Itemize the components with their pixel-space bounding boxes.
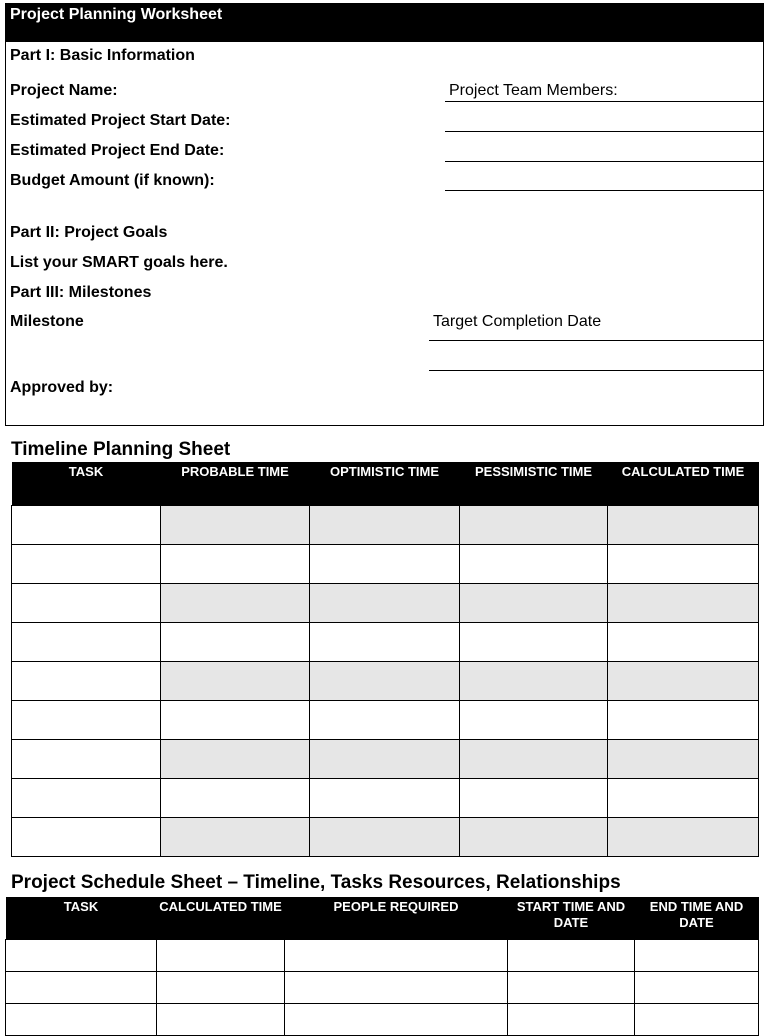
column-header: START TIME AND DATE xyxy=(508,897,635,939)
milestone-line[interactable] xyxy=(429,370,763,371)
column-header: CALCULATED TIME xyxy=(608,462,759,505)
table-cell[interactable] xyxy=(157,971,285,1003)
timeline-title: Timeline Planning Sheet xyxy=(11,439,231,460)
table-cell[interactable] xyxy=(310,622,460,661)
table-cell[interactable] xyxy=(608,817,759,856)
team-members-label: Project Team Members: xyxy=(449,82,618,99)
table-cell[interactable] xyxy=(460,739,608,778)
part-3-heading: Part III: Milestones xyxy=(10,284,152,301)
table-cell[interactable] xyxy=(12,505,161,544)
table-cell[interactable] xyxy=(608,505,759,544)
table-row xyxy=(12,817,759,856)
table-cell[interactable] xyxy=(460,544,608,583)
table-row xyxy=(12,544,759,583)
table-row xyxy=(12,700,759,739)
target-completion-label: Target Completion Date xyxy=(433,313,602,330)
table-row xyxy=(12,583,759,622)
budget-label: Budget Amount (if known): xyxy=(10,172,215,189)
table-cell[interactable] xyxy=(161,817,310,856)
approved-by-label: Approved by: xyxy=(10,379,114,396)
table-cell[interactable] xyxy=(161,544,310,583)
team-member-line[interactable] xyxy=(445,161,763,162)
worksheet-title: Project Planning Worksheet xyxy=(6,4,763,42)
schedule-table xyxy=(5,897,759,1036)
table-cell[interactable] xyxy=(608,583,759,622)
column-header: CALCULATED TIME xyxy=(157,897,285,939)
table-cell[interactable] xyxy=(460,700,608,739)
border-gap xyxy=(762,42,763,74)
table-cell[interactable] xyxy=(12,622,161,661)
table-cell[interactable] xyxy=(285,971,508,1003)
milestone-label: Milestone xyxy=(10,313,84,330)
table-cell[interactable] xyxy=(608,700,759,739)
timeline-table xyxy=(11,462,759,857)
end-date-label: Estimated Project End Date: xyxy=(10,142,225,159)
table-cell[interactable] xyxy=(608,622,759,661)
table-cell[interactable] xyxy=(310,583,460,622)
table-cell[interactable] xyxy=(608,661,759,700)
column-header: PESSIMISTIC TIME xyxy=(460,462,608,505)
table-cell[interactable] xyxy=(608,778,759,817)
table-cell[interactable] xyxy=(460,583,608,622)
table-cell[interactable] xyxy=(161,661,310,700)
table-cell[interactable] xyxy=(161,622,310,661)
table-cell[interactable] xyxy=(310,700,460,739)
schedule-header-row xyxy=(6,897,759,939)
milestone-line[interactable] xyxy=(429,340,763,341)
column-header: OPTIMISTIC TIME xyxy=(310,462,460,505)
table-cell[interactable] xyxy=(12,739,161,778)
part-2-heading: Part II: Project Goals xyxy=(10,224,168,241)
table-cell[interactable] xyxy=(285,939,508,971)
team-member-line[interactable] xyxy=(445,131,763,132)
project-name-label: Project Name: xyxy=(10,82,118,99)
table-row xyxy=(12,505,759,544)
table-row xyxy=(12,778,759,817)
table-row xyxy=(12,661,759,700)
schedule-title: Project Schedule Sheet – Timeline, Tasks Resources, Relationships xyxy=(11,872,621,893)
table-cell[interactable] xyxy=(508,1003,635,1035)
table-cell[interactable] xyxy=(157,939,285,971)
table-row xyxy=(6,971,759,1003)
table-cell[interactable] xyxy=(635,971,759,1003)
table-cell[interactable] xyxy=(12,700,161,739)
table-cell[interactable] xyxy=(310,661,460,700)
table-cell[interactable] xyxy=(635,939,759,971)
table-cell[interactable] xyxy=(161,778,310,817)
table-row xyxy=(12,622,759,661)
table-row xyxy=(6,939,759,971)
table-cell[interactable] xyxy=(12,778,161,817)
start-date-label: Estimated Project Start Date: xyxy=(10,112,231,129)
timeline-header-row xyxy=(12,462,759,505)
table-cell[interactable] xyxy=(6,971,157,1003)
table-cell[interactable] xyxy=(6,939,157,971)
table-cell[interactable] xyxy=(310,817,460,856)
table-cell[interactable] xyxy=(12,544,161,583)
table-cell[interactable] xyxy=(285,1003,508,1035)
team-member-line[interactable] xyxy=(445,101,763,102)
table-cell[interactable] xyxy=(161,583,310,622)
column-header: TASK xyxy=(6,897,157,939)
table-cell[interactable] xyxy=(12,817,161,856)
project-planning-worksheet xyxy=(5,3,764,426)
table-cell[interactable] xyxy=(635,1003,759,1035)
table-cell[interactable] xyxy=(310,544,460,583)
column-header: END TIME AND DATE xyxy=(635,897,759,939)
table-row xyxy=(6,1003,759,1035)
table-cell[interactable] xyxy=(161,505,310,544)
table-row xyxy=(12,739,759,778)
table-cell[interactable] xyxy=(310,739,460,778)
column-header: PROBABLE TIME xyxy=(161,462,310,505)
part-1-heading: Part I: Basic Information xyxy=(10,47,195,64)
table-cell[interactable] xyxy=(12,661,161,700)
table-cell[interactable] xyxy=(310,778,460,817)
table-cell[interactable] xyxy=(460,778,608,817)
table-cell[interactable] xyxy=(608,544,759,583)
team-member-line[interactable] xyxy=(445,190,763,191)
table-cell[interactable] xyxy=(6,1003,157,1035)
table-cell[interactable] xyxy=(12,583,161,622)
table-cell[interactable] xyxy=(460,505,608,544)
table-cell[interactable] xyxy=(608,739,759,778)
table-cell[interactable] xyxy=(161,739,310,778)
table-cell[interactable] xyxy=(508,939,635,971)
table-cell[interactable] xyxy=(161,700,310,739)
table-cell[interactable] xyxy=(460,622,608,661)
column-header: TASK xyxy=(12,462,161,505)
table-cell[interactable] xyxy=(310,505,460,544)
smart-goals-label: List your SMART goals here. xyxy=(10,254,228,271)
table-cell[interactable] xyxy=(508,971,635,1003)
table-cell[interactable] xyxy=(460,661,608,700)
table-cell[interactable] xyxy=(157,1003,285,1035)
table-cell[interactable] xyxy=(460,817,608,856)
column-header: PEOPLE REQUIRED xyxy=(285,897,508,939)
